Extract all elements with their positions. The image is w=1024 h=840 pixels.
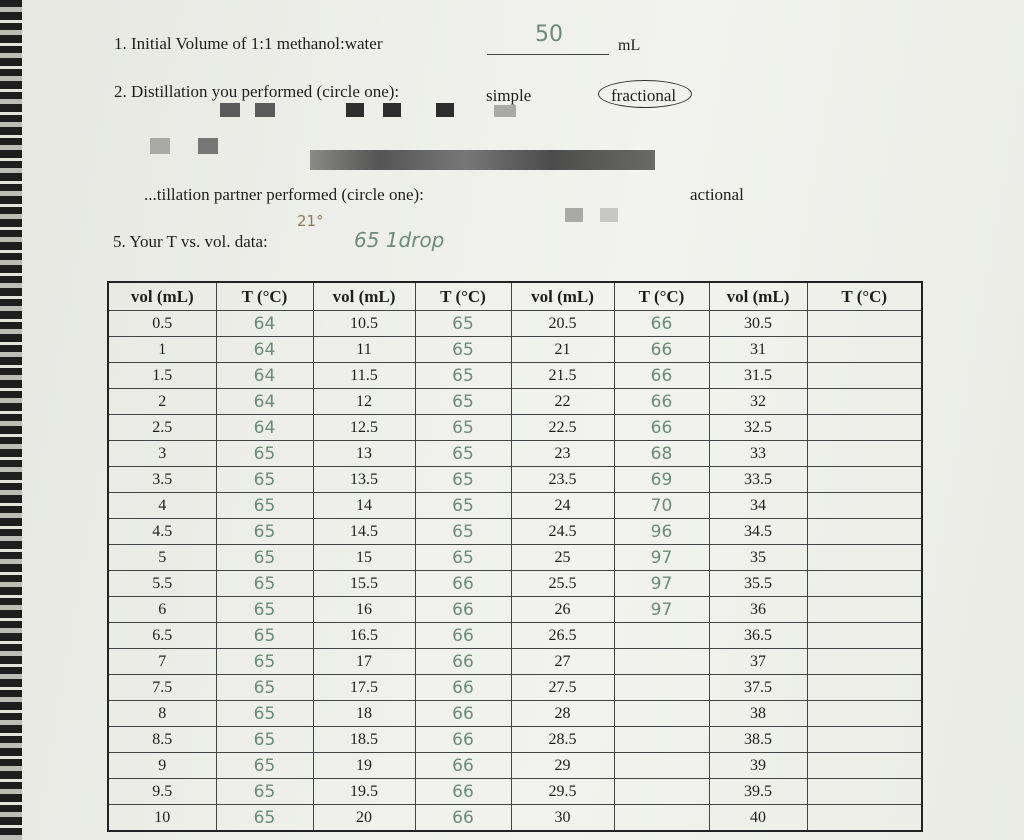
temperature-cell: 66 <box>415 753 511 779</box>
volume-cell: 16 <box>313 597 415 623</box>
volume-cell: 26.5 <box>511 623 614 649</box>
temperature-cell <box>614 701 709 727</box>
volume-cell: 24.5 <box>511 519 614 545</box>
temperature-volume-table <box>107 281 923 832</box>
temperature-cell: 65 <box>216 623 313 649</box>
volume-cell: 39.5 <box>709 779 807 805</box>
temperature-cell: 69 <box>614 467 709 493</box>
q2-option-simple: simple <box>486 86 532 105</box>
temperature-cell: 66 <box>415 649 511 675</box>
header-temp: T (°C) <box>216 282 313 311</box>
table-row <box>108 623 922 649</box>
temperature-cell <box>807 701 922 727</box>
volume-cell: 40 <box>709 805 807 832</box>
table-row <box>108 805 922 832</box>
temperature-cell <box>807 467 922 493</box>
temperature-cell: 66 <box>415 701 511 727</box>
volume-cell: 11 <box>313 337 415 363</box>
volume-cell: 34 <box>709 493 807 519</box>
volume-cell: 17 <box>313 649 415 675</box>
table-row <box>108 545 922 571</box>
redacted-block <box>220 103 240 117</box>
volume-cell: 2 <box>108 389 216 415</box>
temperature-cell: 65 <box>216 727 313 753</box>
volume-cell: 6 <box>108 597 216 623</box>
redacted-block <box>494 105 516 117</box>
temperature-cell: 65 <box>415 415 511 441</box>
temperature-cell: 65 <box>216 701 313 727</box>
temperature-cell <box>614 623 709 649</box>
table-row <box>108 493 922 519</box>
table-row <box>108 363 922 389</box>
volume-cell: 28 <box>511 701 614 727</box>
volume-cell: 13.5 <box>313 467 415 493</box>
volume-cell: 31.5 <box>709 363 807 389</box>
table-row <box>108 441 922 467</box>
volume-cell: 26 <box>511 597 614 623</box>
temperature-cell: 66 <box>614 311 709 337</box>
table-row <box>108 389 922 415</box>
temperature-cell <box>807 727 922 753</box>
volume-cell: 3.5 <box>108 467 216 493</box>
temperature-cell <box>614 753 709 779</box>
table-row <box>108 571 922 597</box>
temperature-cell: 65 <box>216 519 313 545</box>
volume-cell: 23 <box>511 441 614 467</box>
handwritten-drop-note: 65 1drop <box>354 228 445 252</box>
header-vol: vol (mL) <box>108 282 216 311</box>
volume-cell: 30 <box>511 805 614 832</box>
volume-cell: 25 <box>511 545 614 571</box>
table-row <box>108 675 922 701</box>
temperature-cell: 65 <box>216 753 313 779</box>
header-temp: T (°C) <box>614 282 709 311</box>
temperature-cell <box>807 545 922 571</box>
volume-cell: 25.5 <box>511 571 614 597</box>
volume-cell: 37 <box>709 649 807 675</box>
temperature-cell: 65 <box>415 493 511 519</box>
temperature-cell: 65 <box>415 311 511 337</box>
redacted-block <box>150 138 170 154</box>
volume-cell: 0.5 <box>108 311 216 337</box>
volume-cell: 15.5 <box>313 571 415 597</box>
volume-cell: 4 <box>108 493 216 519</box>
temperature-cell <box>807 337 922 363</box>
temperature-cell <box>807 779 922 805</box>
temperature-cell: 65 <box>216 545 313 571</box>
temperature-cell: 66 <box>614 389 709 415</box>
volume-cell: 29.5 <box>511 779 614 805</box>
volume-cell: 35 <box>709 545 807 571</box>
temperature-cell: 66 <box>415 805 511 832</box>
temperature-cell <box>807 493 922 519</box>
q1-value: 50 <box>535 22 563 47</box>
temperature-cell <box>614 805 709 832</box>
volume-cell: 3 <box>108 441 216 467</box>
q1-label: 1. Initial Volume of 1:1 methanol:water <box>114 34 383 53</box>
temperature-cell: 97 <box>614 545 709 571</box>
table-row <box>108 701 922 727</box>
table-row <box>108 415 922 441</box>
redacted-block <box>600 208 618 222</box>
temperature-cell: 66 <box>614 337 709 363</box>
volume-cell: 11.5 <box>313 363 415 389</box>
volume-cell: 14.5 <box>313 519 415 545</box>
volume-cell: 12 <box>313 389 415 415</box>
temperature-cell: 97 <box>614 597 709 623</box>
table-row <box>108 753 922 779</box>
volume-cell: 38 <box>709 701 807 727</box>
q2-label: 2. Distillation you performed (circle one): <box>114 82 400 101</box>
volume-cell: 36 <box>709 597 807 623</box>
redacted-bar <box>310 150 655 170</box>
temperature-cell: 66 <box>415 597 511 623</box>
volume-cell: 35.5 <box>709 571 807 597</box>
volume-cell: 29 <box>511 753 614 779</box>
q5-label: 5. Your T vs. vol. data: <box>113 232 268 251</box>
q4-option-fractional: actional <box>690 185 744 204</box>
q2-option-fractional: fractional <box>611 86 677 105</box>
volume-cell: 21.5 <box>511 363 614 389</box>
temperature-cell: 65 <box>216 597 313 623</box>
header-vol: vol (mL) <box>511 282 614 311</box>
volume-cell: 12.5 <box>313 415 415 441</box>
table-row <box>108 727 922 753</box>
volume-cell: 33.5 <box>709 467 807 493</box>
table-row <box>108 311 922 337</box>
temperature-cell <box>807 389 922 415</box>
temperature-cell: 66 <box>415 571 511 597</box>
temperature-cell: 68 <box>614 441 709 467</box>
volume-cell: 1 <box>108 337 216 363</box>
q4-label: ...tillation partner performed (circle one): <box>144 185 424 204</box>
temperature-cell: 65 <box>216 493 313 519</box>
temperature-cell: 65 <box>415 519 511 545</box>
volume-cell: 9.5 <box>108 779 216 805</box>
volume-cell: 5.5 <box>108 571 216 597</box>
volume-cell: 37.5 <box>709 675 807 701</box>
temperature-cell <box>807 571 922 597</box>
volume-cell: 15 <box>313 545 415 571</box>
temperature-cell: 66 <box>415 675 511 701</box>
temperature-cell: 65 <box>415 363 511 389</box>
volume-cell: 38.5 <box>709 727 807 753</box>
temperature-cell: 65 <box>415 467 511 493</box>
volume-cell: 27.5 <box>511 675 614 701</box>
temperature-cell: 65 <box>415 389 511 415</box>
table-header-row <box>108 282 922 311</box>
volume-cell: 6.5 <box>108 623 216 649</box>
temperature-cell <box>807 623 922 649</box>
volume-cell: 22 <box>511 389 614 415</box>
temperature-cell: 65 <box>216 571 313 597</box>
handwritten-temperature-note: 21° <box>297 212 324 230</box>
volume-cell: 1.5 <box>108 363 216 389</box>
temperature-cell: 65 <box>415 441 511 467</box>
volume-cell: 23.5 <box>511 467 614 493</box>
header-temp: T (°C) <box>415 282 511 311</box>
volume-cell: 19 <box>313 753 415 779</box>
temperature-cell: 66 <box>415 623 511 649</box>
temperature-cell <box>807 415 922 441</box>
volume-cell: 28.5 <box>511 727 614 753</box>
temperature-cell <box>807 519 922 545</box>
temperature-cell: 65 <box>415 545 511 571</box>
table-row <box>108 467 922 493</box>
redacted-block <box>255 103 275 117</box>
temperature-cell: 65 <box>216 779 313 805</box>
volume-cell: 14 <box>313 493 415 519</box>
volume-cell: 20 <box>313 805 415 832</box>
volume-cell: 39 <box>709 753 807 779</box>
temperature-cell <box>807 649 922 675</box>
volume-cell: 32 <box>709 389 807 415</box>
header-temp: T (°C) <box>807 282 922 311</box>
volume-cell: 17.5 <box>313 675 415 701</box>
volume-cell: 7.5 <box>108 675 216 701</box>
temperature-cell: 64 <box>216 337 313 363</box>
redacted-block <box>436 103 454 117</box>
temperature-cell: 97 <box>614 571 709 597</box>
volume-cell: 19.5 <box>313 779 415 805</box>
volume-cell: 4.5 <box>108 519 216 545</box>
volume-cell: 18.5 <box>313 727 415 753</box>
temperature-cell: 96 <box>614 519 709 545</box>
q1-answer-line <box>487 54 609 55</box>
volume-cell: 10.5 <box>313 311 415 337</box>
temperature-cell: 66 <box>415 727 511 753</box>
header-vol: vol (mL) <box>709 282 807 311</box>
temperature-cell <box>614 675 709 701</box>
temperature-cell <box>807 311 922 337</box>
temperature-cell: 65 <box>415 337 511 363</box>
volume-cell: 36.5 <box>709 623 807 649</box>
temperature-cell: 65 <box>216 805 313 832</box>
temperature-cell <box>807 753 922 779</box>
volume-cell: 31 <box>709 337 807 363</box>
volume-cell: 21 <box>511 337 614 363</box>
temperature-cell: 64 <box>216 389 313 415</box>
header-vol: vol (mL) <box>313 282 415 311</box>
volume-cell: 9 <box>108 753 216 779</box>
volume-cell: 7 <box>108 649 216 675</box>
temperature-cell: 65 <box>216 467 313 493</box>
temperature-cell <box>614 649 709 675</box>
temperature-cell <box>807 363 922 389</box>
volume-cell: 34.5 <box>709 519 807 545</box>
volume-cell: 8.5 <box>108 727 216 753</box>
temperature-cell <box>807 597 922 623</box>
volume-cell: 22.5 <box>511 415 614 441</box>
temperature-cell: 66 <box>614 415 709 441</box>
temperature-cell <box>614 779 709 805</box>
temperature-cell: 66 <box>614 363 709 389</box>
volume-cell: 16.5 <box>313 623 415 649</box>
temperature-cell: 65 <box>216 675 313 701</box>
volume-cell: 24 <box>511 493 614 519</box>
redacted-block <box>198 138 218 154</box>
spiral-binding <box>0 0 22 840</box>
table-row <box>108 519 922 545</box>
volume-cell: 8 <box>108 701 216 727</box>
table-row <box>108 597 922 623</box>
volume-cell: 32.5 <box>709 415 807 441</box>
volume-cell: 20.5 <box>511 311 614 337</box>
temperature-cell <box>807 805 922 832</box>
redacted-block <box>383 103 401 117</box>
temperature-cell <box>807 675 922 701</box>
volume-cell: 13 <box>313 441 415 467</box>
table-row <box>108 337 922 363</box>
volume-cell: 10 <box>108 805 216 832</box>
table-row <box>108 649 922 675</box>
volume-cell: 18 <box>313 701 415 727</box>
volume-cell: 2.5 <box>108 415 216 441</box>
temperature-cell: 64 <box>216 363 313 389</box>
table-row <box>108 779 922 805</box>
temperature-cell <box>807 441 922 467</box>
temperature-cell <box>614 727 709 753</box>
volume-cell: 27 <box>511 649 614 675</box>
volume-cell: 30.5 <box>709 311 807 337</box>
temperature-cell: 64 <box>216 415 313 441</box>
temperature-cell: 64 <box>216 311 313 337</box>
temperature-cell: 70 <box>614 493 709 519</box>
q1-unit: mL <box>618 37 641 54</box>
temperature-cell: 65 <box>216 649 313 675</box>
volume-cell: 5 <box>108 545 216 571</box>
volume-cell: 33 <box>709 441 807 467</box>
redacted-block <box>565 208 583 222</box>
temperature-cell: 66 <box>415 779 511 805</box>
temperature-cell: 65 <box>216 441 313 467</box>
redacted-block <box>346 103 364 117</box>
